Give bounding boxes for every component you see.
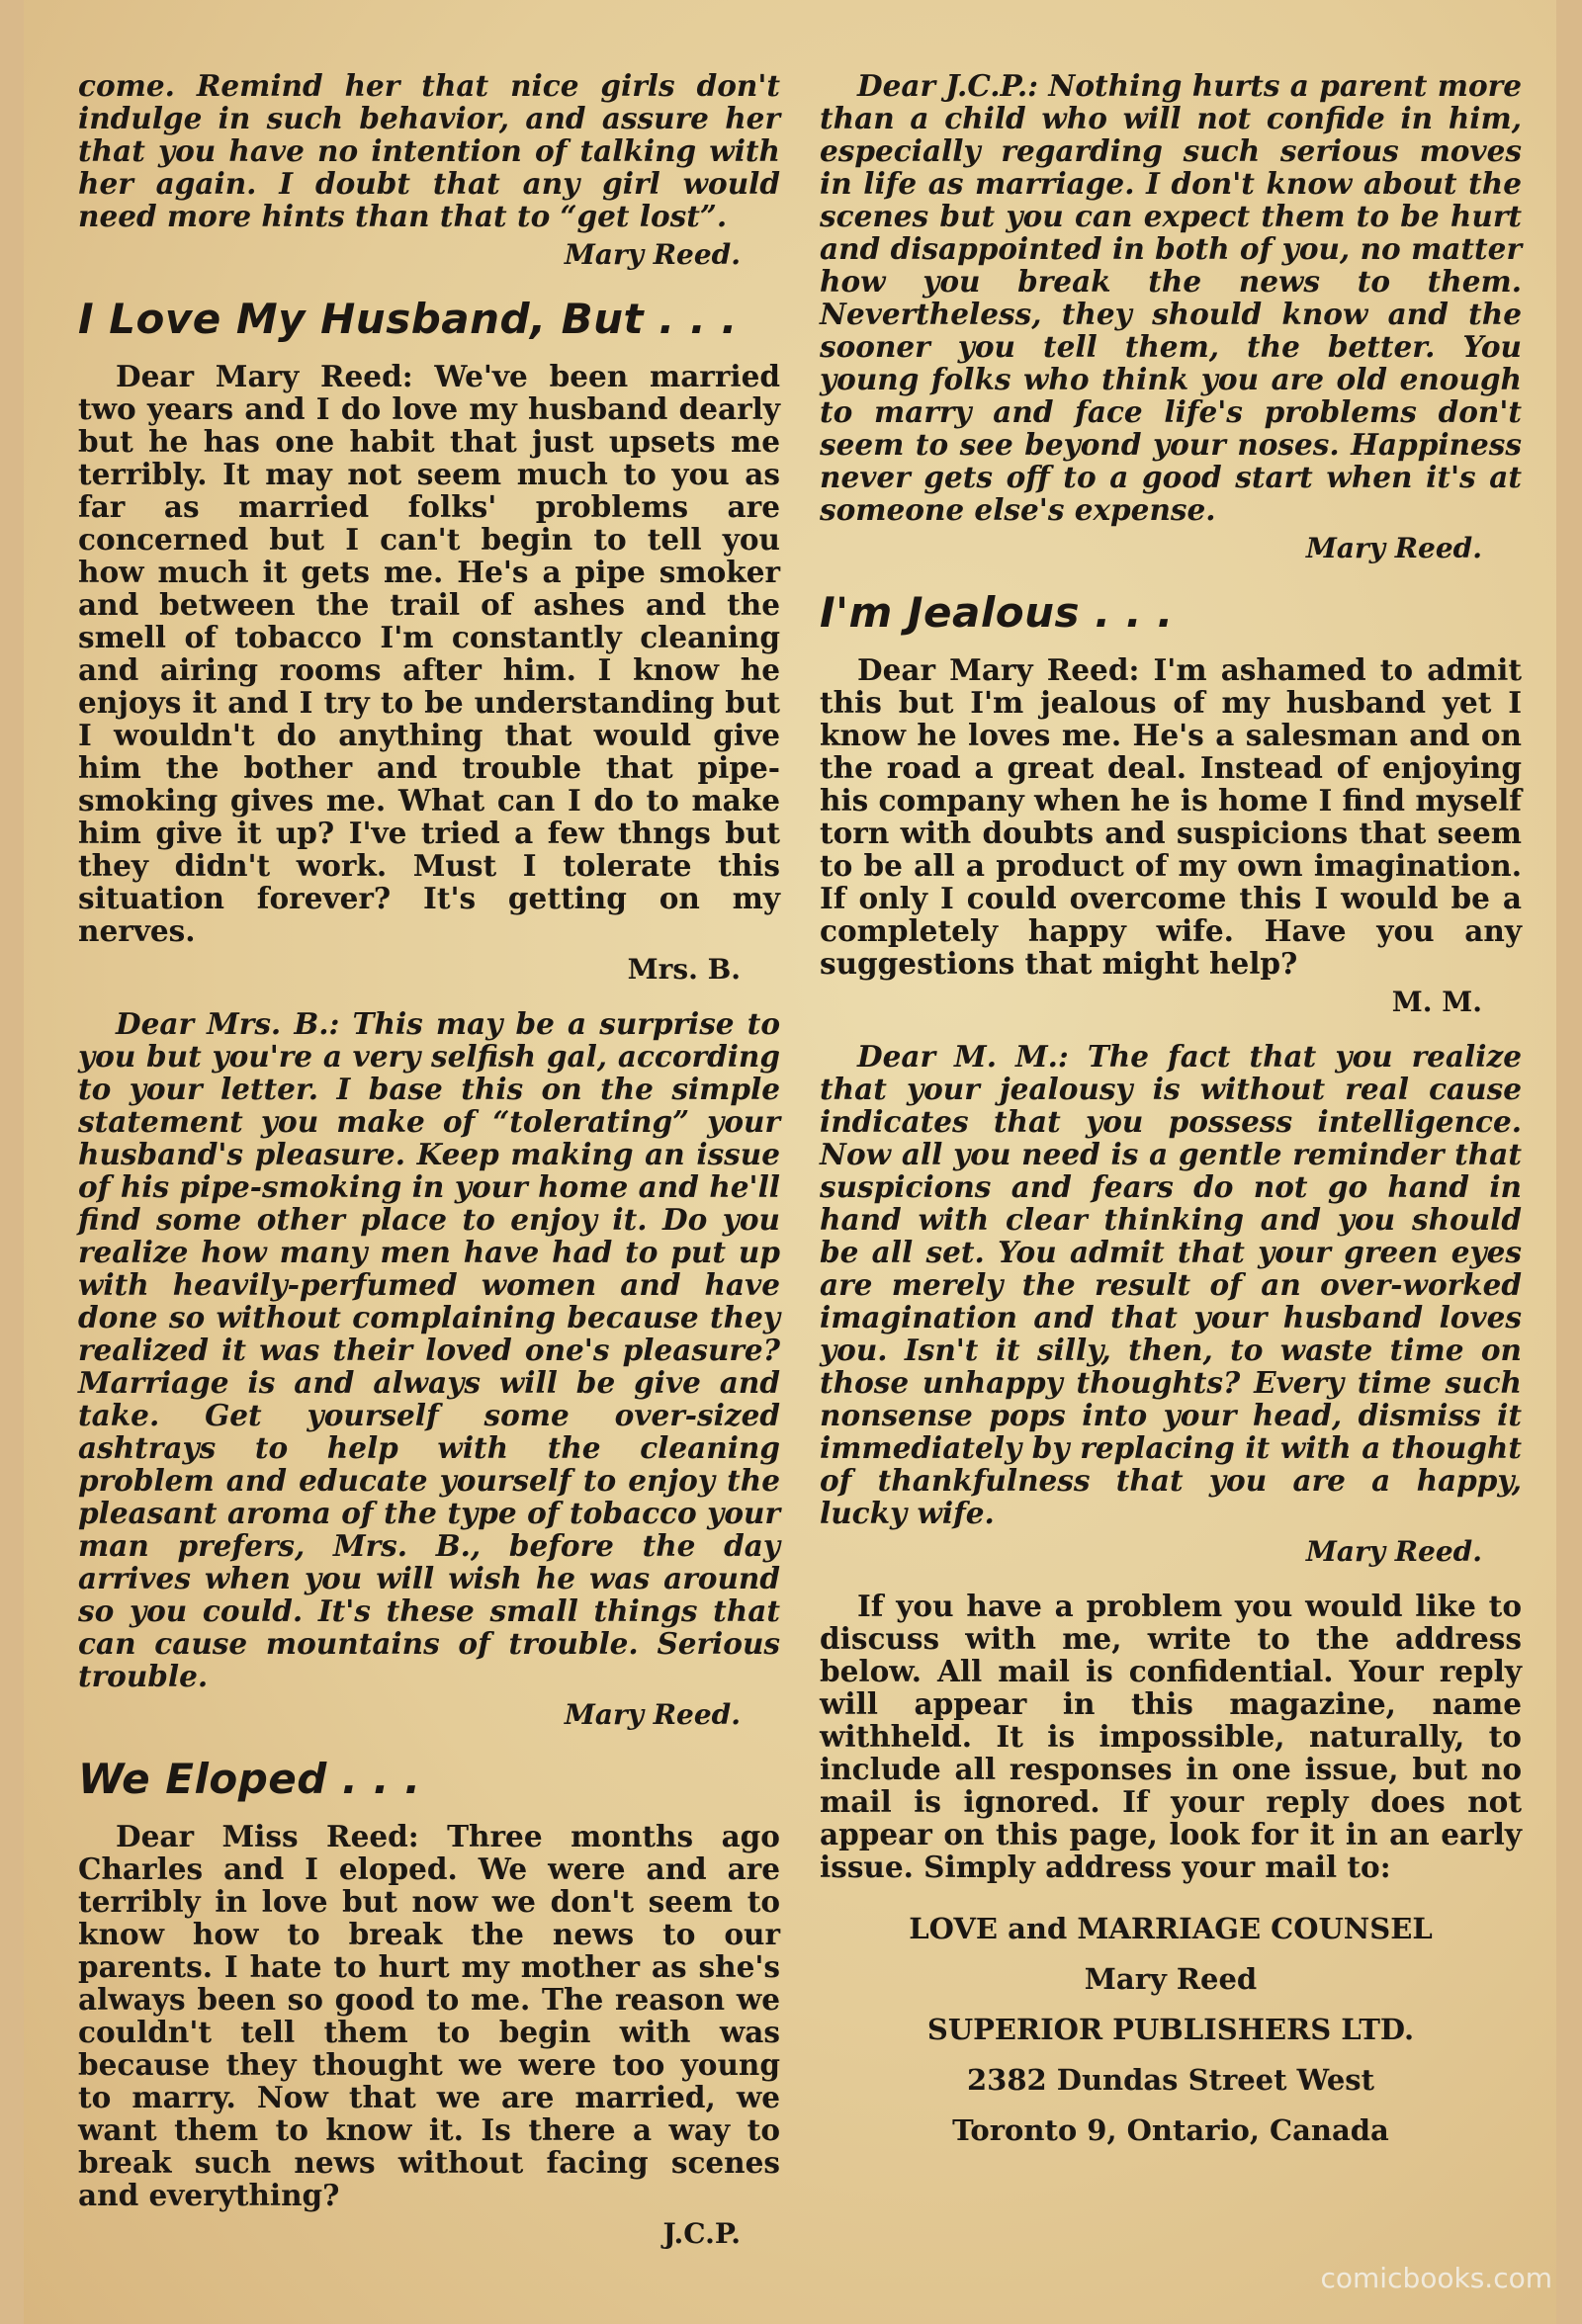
letter-mm: Dear Mary Reed: I'm ashamed to admit this but I'm jealous of my husband yet I know he loves me. He's a salesman and on the road a great deal. Instead of enjoying his company when he is home I find myself torn with doubts and suspicions that seem to be all a product of my own imagination. If only I could overcome this I would be a completely happy wife. Have you any suggestions that might help?: [820, 652, 1522, 981]
heading-eloped: We Eloped . . .: [78, 1755, 421, 1803]
heading-jealous: I'm Jealous . . .: [820, 588, 1174, 637]
heading-husband: I Love My Husband, But . . .: [78, 295, 738, 343]
address-line: LOVE and MARRIAGE COUNSEL: [909, 1912, 1433, 1945]
signature-mary-reed: Mary Reed.: [1305, 532, 1482, 564]
letter-mrs-b: Dear Mary Reed: We've been married two years and I do love my husband dearly but he has one habit that just upsets me terribly. It may not seem much to you as far as married folks' problems are concerned but I can't begin to tell you how much it gets me. He's a pipe smoker and between the trail of ashes and the smell of tobacco I'm constantly cleaning and airing rooms after him. I know he enjoys it and I try to be understanding but I wouldn't do anything that would give him the bother and trouble that pipe-smoking gives me. What can I do to make him give it up? I've tried a few thngs but they didn't work. Must I tolerate this situation forever? It's getting on my nerves.: [78, 359, 780, 948]
address-line: Toronto 9, Ontario, Canada: [952, 2113, 1389, 2147]
address-line: Mary Reed: [1084, 1962, 1258, 1996]
reply-jcp: Dear J.C.P.: Nothing hurts a parent more than a child who will not confide in him, especially regarding such serious moves in life as marriage. I don't know about the scenes but you can expect them to be hurt and disappointed in both of you, no matter how you break the news to them. Nevertheless, they should know and the sooner you tell them, the better. You young folks who think you are old enough to marry and face life's problems don't seem to see beyond your noses. Happiness never gets off to a good start when it's at someone else's expense.: [820, 68, 1522, 527]
letter-jcp: Dear Miss Reed: Three months ago Charles and I eloped. We were and are terribly in love but now we don't seem to know how to break the news to our parents. I hate to hurt my mother as she's always been so good to me. The reason we couldn't tell them to begin with was because they thought we were too young to marry. Now that we are married, we want them to know it. Is there a way to break such news without facing scenes and everything?: [78, 1819, 780, 2212]
mailing-address: [820, 1913, 1522, 2147]
magazine-page: [24, 0, 1556, 2324]
signature-mary-reed: Mary Reed.: [1305, 1535, 1482, 1568]
signature-mrs-b: Mrs. B.: [627, 953, 741, 986]
left-column: [78, 69, 780, 2272]
signature-mary-reed: Mary Reed.: [564, 238, 741, 271]
signature-jcp: J.C.P.: [662, 2217, 741, 2250]
reply-mm: Dear M. M.: The fact that you realize that your jealousy is without real cause indicates that you possess intelligence. Now all you need is a gentle reminder that suspicions and fears do not go hand in hand with clear thinking and you should be all set. You admit that your green eyes are merely the result of an over-worked imagination and that your husband loves you. Isn't it silly, then, to waste time on those unhappy thoughts? Every time such nonsense pops into your head, dismiss it immediately by replacing it with a thought of thankfulness that you are a happy, lucky wife.: [820, 1039, 1522, 1530]
address-line: 2382 Dundas Street West: [966, 2063, 1374, 2097]
contact-instructions: If you have a problem you would like to discuss with me, write to the address below. All mail is confidential. Your reply will appear in this magazine, name withheld. It is impossible, naturally, to include all responses in one issue, but no mail is ignored. If your reply does not appear on this page, look for it in an early issue. Simply address your mail to:: [820, 1589, 1522, 1884]
reply-mrs-b: Dear Mrs. B.: This may be a surprise to you but you're a very selfish gal, according to your letter. I base this on the simple statement you make of “tolerating” your husband's pleasure. Keep making an issue of his pipe-smoking in your home and he'll find some other place to enjoy it. Do you realize how many men have had to put up with heavily-perfumed women and have done so without complaining because they realized it was their loved one's pleasure? Marriage is and always will be give and take. Get yourself some over-sized ashtrays to help with the cleaning problem and educate yourself to enjoy the pleasant aroma of the type of tobacco your man prefers, Mrs. B., before the day arrives when you will wish he was around so you could. It's these small things that can cause mountains of trouble. Serious trouble.: [78, 1006, 780, 1693]
address-line: SUPERIOR PUBLISHERS LTD.: [926, 2013, 1415, 2046]
signature-mm: M. M.: [1391, 986, 1482, 1018]
right-column: [820, 69, 1522, 2165]
signature-mary-reed: Mary Reed.: [564, 1698, 741, 1731]
reply-continued: come. Remind her that nice girls don't indulge in such behavior, and assure her that you have no intention of talking with her again. I doubt that any girl would need more hints than that to “get lost”.: [78, 68, 780, 233]
site-watermark: comicbooks.com: [1320, 2262, 1552, 2294]
